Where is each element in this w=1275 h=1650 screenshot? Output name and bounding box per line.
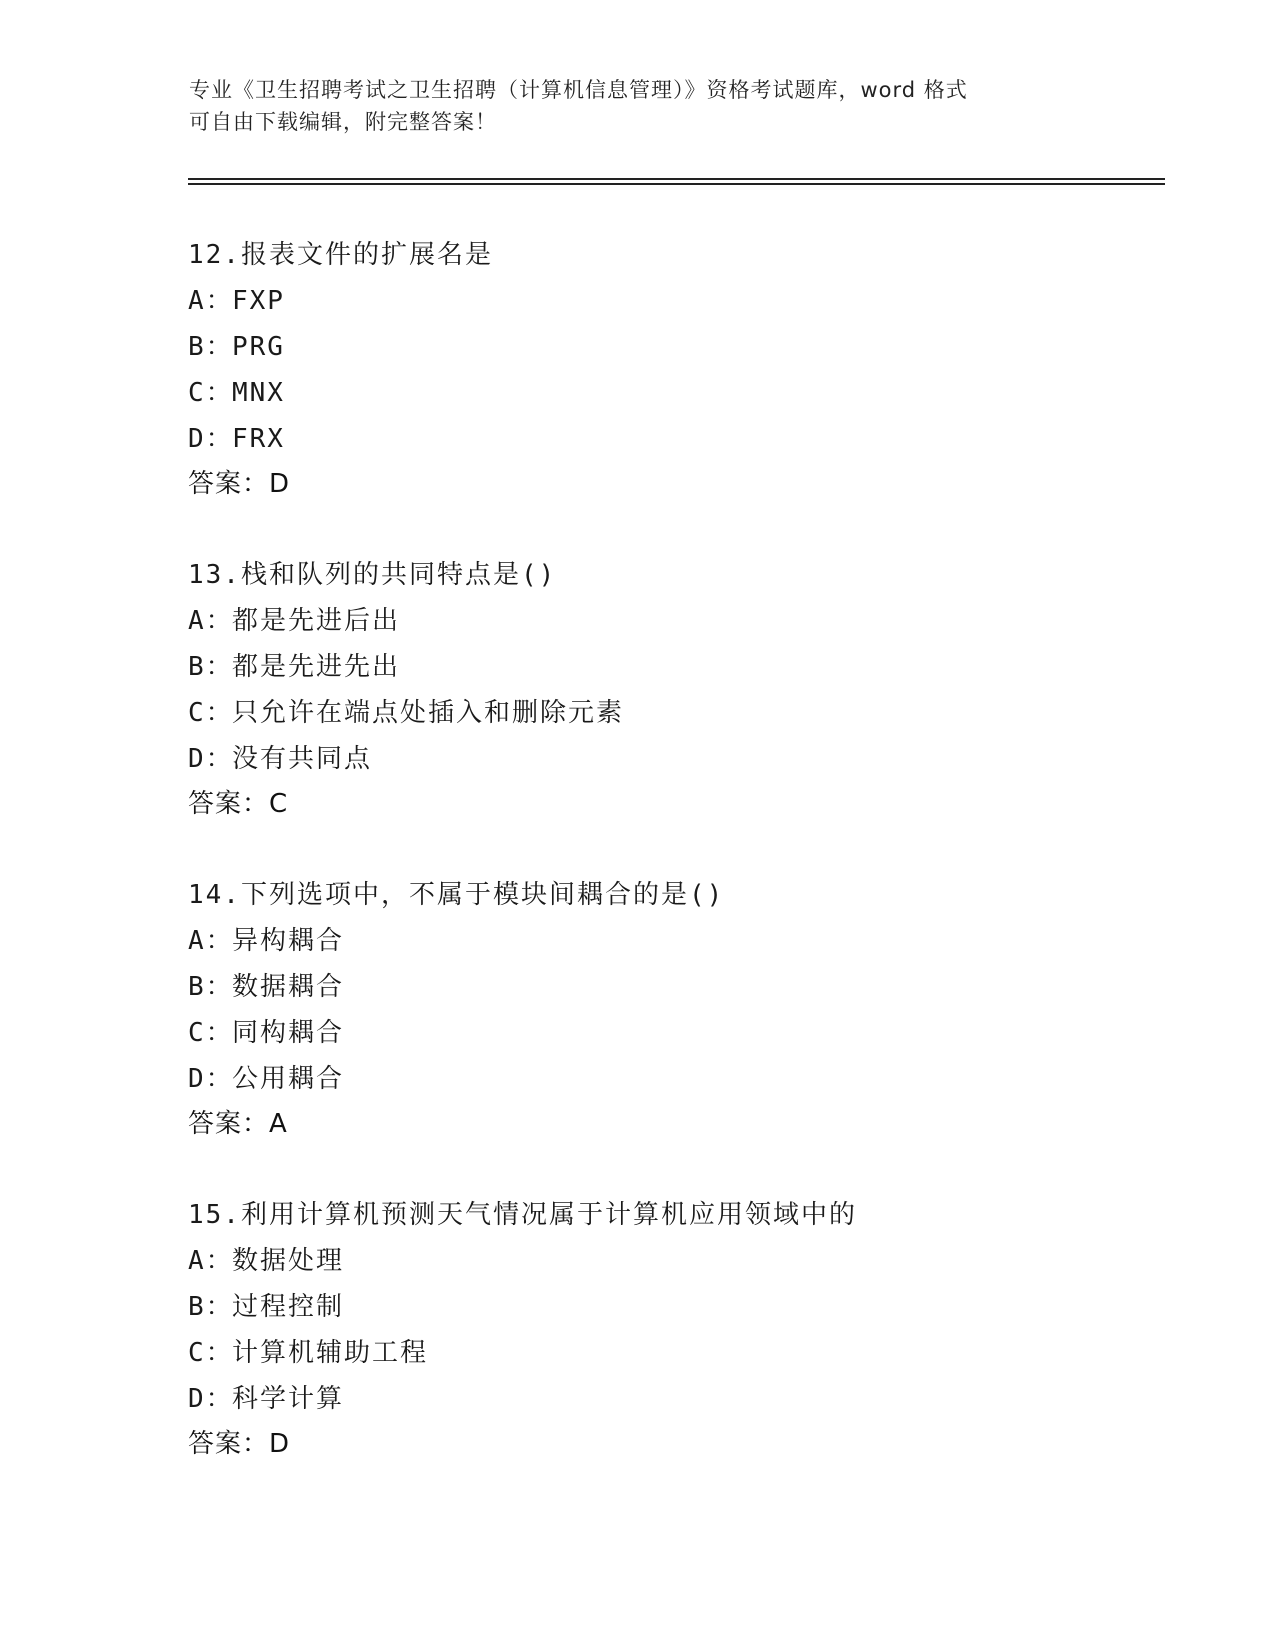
- option-letter: A：: [188, 1246, 234, 1276]
- option-letter: D：: [188, 744, 234, 774]
- option-letter: A：: [188, 926, 234, 956]
- option-letter: C：: [188, 698, 234, 728]
- question-15: [188, 1192, 1148, 1466]
- option-d: [188, 416, 1148, 462]
- option-text: 异构耦合: [232, 926, 345, 956]
- option-d: [188, 1376, 1148, 1422]
- option-letter: D：: [188, 1384, 234, 1414]
- option-a: [188, 1238, 1148, 1284]
- option-letter: C：: [188, 1338, 234, 1368]
- option-text: 科学计算: [232, 1384, 345, 1414]
- option-text: PRG: [232, 332, 285, 362]
- option-letter: D：: [188, 424, 234, 454]
- option-text: 同构耦合: [232, 1018, 345, 1048]
- question-text: 15.利用计算机预测天气情况属于计算机应用领域中的: [188, 1200, 857, 1230]
- option-b: [188, 644, 1148, 690]
- option-letter: B：: [188, 332, 234, 362]
- option-b: [188, 1284, 1148, 1330]
- option-c: [188, 370, 1148, 416]
- option-text: 都是先进先出: [232, 652, 401, 682]
- option-letter: A：: [188, 286, 234, 316]
- answer-line: 答案：A: [188, 1109, 288, 1139]
- option-letter: A：: [188, 606, 234, 636]
- header-line-1: 专业《卫生招聘考试之卫生招聘（计算机信息管理）》资格考试题库，word 格式: [189, 78, 968, 102]
- option-d: [188, 1056, 1148, 1102]
- question-12: [188, 232, 1148, 506]
- option-letter: B：: [188, 652, 234, 682]
- header-divider-top: [188, 178, 1165, 180]
- option-text: 公用耦合: [232, 1064, 345, 1094]
- question-text: 13.栈和队列的共同特点是(): [188, 560, 557, 590]
- option-text: FXP: [232, 286, 285, 316]
- option-text: 没有共同点: [232, 744, 373, 774]
- question-13: [188, 552, 1148, 826]
- header-divider-bottom: [188, 183, 1165, 185]
- option-c: [188, 1330, 1148, 1376]
- option-text: 只允许在端点处插入和删除元素: [232, 698, 625, 728]
- option-a: [188, 598, 1148, 644]
- option-c: [188, 1010, 1148, 1056]
- option-letter: B：: [188, 972, 234, 1002]
- question-text: 14.下列选项中，不属于模块间耦合的是(): [188, 880, 725, 910]
- option-letter: C：: [188, 1018, 234, 1048]
- answer-line: 答案：C: [188, 789, 289, 819]
- answer-line: 答案：D: [188, 469, 291, 499]
- option-text: 计算机辅助工程: [232, 1338, 429, 1368]
- option-text: 都是先进后出: [232, 606, 401, 636]
- document-header: [189, 74, 1089, 138]
- option-letter: B：: [188, 1292, 234, 1322]
- option-text: 过程控制: [232, 1292, 345, 1322]
- option-text: MNX: [232, 378, 285, 408]
- option-text: 数据耦合: [232, 972, 345, 1002]
- option-b: [188, 964, 1148, 1010]
- option-text: 数据处理: [232, 1246, 345, 1276]
- answer-line: 答案：D: [188, 1429, 291, 1459]
- header-line-2: 可自由下载编辑，附完整答案！: [189, 110, 497, 134]
- question-text: 12.报表文件的扩展名是: [188, 240, 493, 270]
- option-a: [188, 278, 1148, 324]
- option-d: [188, 736, 1148, 782]
- option-text: FRX: [232, 424, 285, 454]
- question-14: [188, 872, 1148, 1146]
- option-letter: C：: [188, 378, 234, 408]
- option-c: [188, 690, 1148, 736]
- option-a: [188, 918, 1148, 964]
- option-letter: D：: [188, 1064, 234, 1094]
- option-b: [188, 324, 1148, 370]
